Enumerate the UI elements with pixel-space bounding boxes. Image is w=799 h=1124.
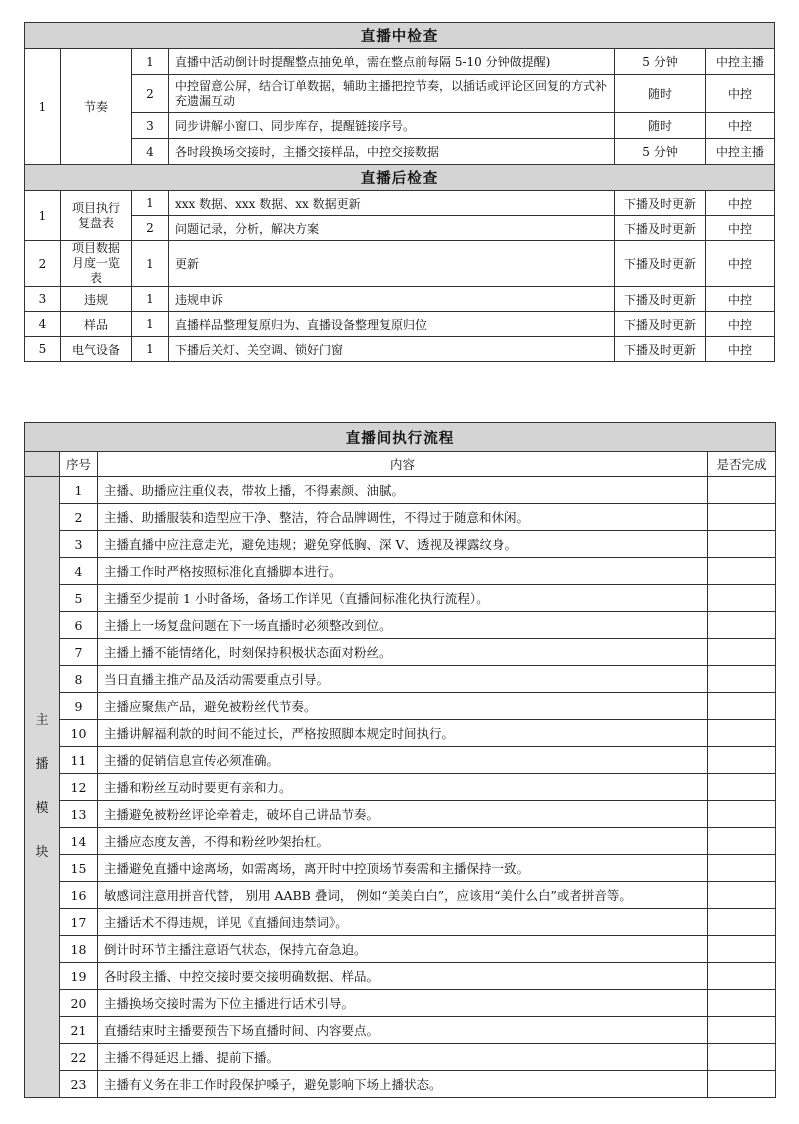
- group-number: 5: [25, 337, 61, 362]
- table-row: [25, 747, 776, 774]
- table-row: [25, 882, 776, 909]
- seq-number: 11: [60, 747, 98, 774]
- check-owner: 中控: [706, 312, 775, 337]
- flow-content: 主播不得延迟上播、提前下播。: [98, 1044, 708, 1071]
- flow-content: 主播有义务在非工作时段保护嗓子，避免影响下场上播状态。: [98, 1071, 708, 1098]
- table-row: [25, 612, 776, 639]
- check-owner: 中控主播: [706, 49, 775, 75]
- post-check-title: 直播后检查: [25, 165, 775, 191]
- check-content: 问题记录，分析，解决方案: [169, 216, 615, 241]
- check-owner: 中控: [706, 287, 775, 312]
- table-row: [25, 774, 776, 801]
- table-row: [25, 113, 775, 139]
- done-cell[interactable]: [708, 612, 776, 639]
- done-cell[interactable]: [708, 747, 776, 774]
- flow-content: 主播应聚焦产品，避免被粉丝代节奏。: [98, 693, 708, 720]
- check-content: 下播后关灯、关空调、锁好门窗: [169, 337, 615, 362]
- flow-content: 主播至少提前 1 小时备场，备场工作详见（直播间标准化执行流程）。: [98, 585, 708, 612]
- table-row: [25, 75, 775, 113]
- seq-number: 10: [60, 720, 98, 747]
- check-owner: 中控: [706, 113, 775, 139]
- flow-content: 倒计时环节主播注意语气状态，保持亢奋急迫。: [98, 936, 708, 963]
- module-label-char: 模: [35, 801, 49, 816]
- live-check-header-row: [25, 23, 775, 49]
- flow-content: 主播上播不能情绪化，时刻保持积极状态面对粉丝。: [98, 639, 708, 666]
- check-content: 更新: [169, 241, 615, 287]
- table-row: [25, 720, 776, 747]
- table-row: [25, 477, 776, 504]
- sub-number: 1: [132, 287, 169, 312]
- table-row: [25, 1071, 776, 1098]
- seq-column-header: 序号: [60, 452, 98, 477]
- table-row: [25, 963, 776, 990]
- flow-content: 主播上一场复盘问题在下一场直播时必须整改到位。: [98, 612, 708, 639]
- done-cell[interactable]: [708, 720, 776, 747]
- done-cell[interactable]: [708, 774, 776, 801]
- done-cell[interactable]: [708, 963, 776, 990]
- seq-number: 20: [60, 990, 98, 1017]
- sub-number: 1: [132, 241, 169, 287]
- table-row: [25, 828, 776, 855]
- seq-number: 18: [60, 936, 98, 963]
- table-row: [25, 990, 776, 1017]
- sub-number: 4: [132, 139, 169, 165]
- flow-content: 主播的促销信息宣传必须准确。: [98, 747, 708, 774]
- seq-number: 13: [60, 801, 98, 828]
- table-row: [25, 801, 776, 828]
- group-name: 项目数据月度一览表: [61, 241, 132, 287]
- done-cell[interactable]: [708, 801, 776, 828]
- seq-number: 2: [60, 504, 98, 531]
- check-owner: 中控主播: [706, 139, 775, 165]
- check-time: 下播及时更新: [615, 337, 706, 362]
- table-row: [25, 287, 775, 312]
- table-row: [25, 49, 775, 75]
- flow-content: 当日直播主推产品及活动需要重点引导。: [98, 666, 708, 693]
- module-label: [25, 477, 60, 1098]
- done-column-header: 是否完成: [708, 452, 776, 477]
- done-cell[interactable]: [708, 558, 776, 585]
- flow-content: 主播避免直播中途离场，如需离场，离开时中控顶场节奏需和主播保持一致。: [98, 855, 708, 882]
- module-label-char: 主: [35, 713, 49, 728]
- done-cell[interactable]: [708, 504, 776, 531]
- module-label-char: 播: [35, 757, 49, 772]
- group-name: 违规: [61, 287, 132, 312]
- seq-number: 22: [60, 1044, 98, 1071]
- done-cell[interactable]: [708, 855, 776, 882]
- flow-content: 主播工作时严格按照标准化直播脚本进行。: [98, 558, 708, 585]
- done-cell[interactable]: [708, 936, 776, 963]
- check-time: 下播及时更新: [615, 191, 706, 216]
- check-content: 中控留意公屏，结合订单数据，辅助主播把控节奏，以插话或评论区回复的方式补充遗漏互动: [169, 75, 615, 113]
- check-time: 随时: [615, 75, 706, 113]
- done-cell[interactable]: [708, 639, 776, 666]
- check-content: 违规申诉: [169, 287, 615, 312]
- table-row: [25, 337, 775, 362]
- table-row: [25, 855, 776, 882]
- done-cell[interactable]: [708, 1044, 776, 1071]
- table-row: [25, 1044, 776, 1071]
- flow-table: [24, 422, 776, 1098]
- seq-number: 5: [60, 585, 98, 612]
- flow-content: 直播结束时主播要预告下场直播时间、内容要点。: [98, 1017, 708, 1044]
- group-number: 3: [25, 287, 61, 312]
- content-column-header: 内容: [98, 452, 708, 477]
- sub-number: 1: [132, 337, 169, 362]
- flow-content: 主播应态度友善，不得和粉丝吵架抬杠。: [98, 828, 708, 855]
- seq-number: 1: [60, 477, 98, 504]
- check-content: 同步讲解小窗口、同步库存，提醒链接序号。: [169, 113, 615, 139]
- done-cell[interactable]: [708, 585, 776, 612]
- sub-number: 1: [132, 49, 169, 75]
- table-row: [25, 312, 775, 337]
- seq-number: 17: [60, 909, 98, 936]
- done-cell[interactable]: [708, 477, 776, 504]
- sub-number: 2: [132, 216, 169, 241]
- seq-number: 15: [60, 855, 98, 882]
- table-row: [25, 504, 776, 531]
- live-check-title: 直播中检查: [25, 23, 775, 49]
- table-row: [25, 585, 776, 612]
- done-cell[interactable]: [708, 990, 776, 1017]
- group-name: 样品: [61, 312, 132, 337]
- sub-number: 2: [132, 75, 169, 113]
- group-number: 4: [25, 312, 61, 337]
- done-cell[interactable]: [708, 882, 776, 909]
- done-cell[interactable]: [708, 693, 776, 720]
- table-row: [25, 241, 775, 287]
- seq-number: 8: [60, 666, 98, 693]
- group-number: 1: [25, 49, 61, 165]
- table-row: [25, 639, 776, 666]
- check-owner: 中控: [706, 191, 775, 216]
- table-row: [25, 558, 776, 585]
- seq-number: 21: [60, 1017, 98, 1044]
- group-name: 电气设备: [61, 337, 132, 362]
- flow-content: 主播直播中应注意走光，避免违规；避免穿低胸、深 V、透视及裸露纹身。: [98, 531, 708, 558]
- flow-content: 主播换场交接时需为下位主播进行话术引导。: [98, 990, 708, 1017]
- flow-content: 主播讲解福利款的时间不能过长，严格按照脚本规定时间执行。: [98, 720, 708, 747]
- blank-header-cell: [25, 452, 60, 477]
- flow-content: 主播话术不得违规，详见《直播间违禁词》。: [98, 909, 708, 936]
- check-time: 随时: [615, 113, 706, 139]
- sub-number: 1: [132, 312, 169, 337]
- group-name: 节奏: [61, 49, 132, 165]
- sub-number: 3: [132, 113, 169, 139]
- flow-title: 直播间执行流程: [25, 423, 776, 452]
- group-number: 1: [25, 191, 61, 241]
- check-time: 5 分钟: [615, 139, 706, 165]
- check-content: xxx 数据、xxx 数据、xx 数据更新: [169, 191, 615, 216]
- seq-number: 16: [60, 882, 98, 909]
- done-cell[interactable]: [708, 909, 776, 936]
- check-owner: 中控: [706, 216, 775, 241]
- table-row: [25, 216, 775, 241]
- flow-content: 主播、助播应注重仪表，带妆上播，不得素颜、油腻。: [98, 477, 708, 504]
- flow-header-row: [25, 423, 776, 452]
- done-cell[interactable]: [708, 1071, 776, 1098]
- check-owner: 中控: [706, 75, 775, 113]
- flow-column-header-row: [25, 452, 776, 477]
- seq-number: 3: [60, 531, 98, 558]
- seq-number: 9: [60, 693, 98, 720]
- check-time: 5 分钟: [615, 49, 706, 75]
- table-row: [25, 139, 775, 165]
- flow-content: 主播和粉丝互动时要更有亲和力。: [98, 774, 708, 801]
- done-cell[interactable]: [708, 828, 776, 855]
- module-label-char: 块: [35, 845, 49, 860]
- check-time: 下播及时更新: [615, 241, 706, 287]
- check-time: 下播及时更新: [615, 312, 706, 337]
- seq-number: 14: [60, 828, 98, 855]
- done-cell[interactable]: [708, 531, 776, 558]
- group-name: 项目执行复盘表: [61, 191, 132, 241]
- seq-number: 4: [60, 558, 98, 585]
- table-row: [25, 909, 776, 936]
- group-number: 2: [25, 241, 61, 287]
- flow-content: 敏感词注意用拼音代替， 别用 AABB 叠词， 例如“美美白白”，应该用“美什么白”或者拼音等。: [98, 882, 708, 909]
- table-row: [25, 693, 776, 720]
- post-check-header-row: [25, 165, 775, 191]
- seq-number: 6: [60, 612, 98, 639]
- check-time: 下播及时更新: [615, 216, 706, 241]
- check-content: 直播样品整理复原归为、直播设备整理复原归位: [169, 312, 615, 337]
- check-owner: 中控: [706, 241, 775, 287]
- flow-content: 主播、助播服装和造型应干净、整洁，符合品牌调性，不得过于随意和休闲。: [98, 504, 708, 531]
- table-row: [25, 936, 776, 963]
- flow-content: 主播避免被粉丝评论牵着走，破坏自己讲品节奏。: [98, 801, 708, 828]
- table-row: [25, 1017, 776, 1044]
- done-cell[interactable]: [708, 1017, 776, 1044]
- seq-number: 12: [60, 774, 98, 801]
- seq-number: 23: [60, 1071, 98, 1098]
- sub-number: 1: [132, 191, 169, 216]
- seq-number: 7: [60, 639, 98, 666]
- check-content: 各时段换场交接时，主播交接样品，中控交接数据: [169, 139, 615, 165]
- flow-content: 各时段主播、中控交接时要交接明确数据、样品。: [98, 963, 708, 990]
- check-table: [24, 22, 775, 362]
- table-row: [25, 531, 776, 558]
- done-cell[interactable]: [708, 666, 776, 693]
- table-row: [25, 666, 776, 693]
- table-row: [25, 191, 775, 216]
- check-owner: 中控: [706, 337, 775, 362]
- seq-number: 19: [60, 963, 98, 990]
- check-content: 直播中活动倒计时提醒整点抽免单，需在整点前每隔 5-10 分钟做提醒): [169, 49, 615, 75]
- check-time: 下播及时更新: [615, 287, 706, 312]
